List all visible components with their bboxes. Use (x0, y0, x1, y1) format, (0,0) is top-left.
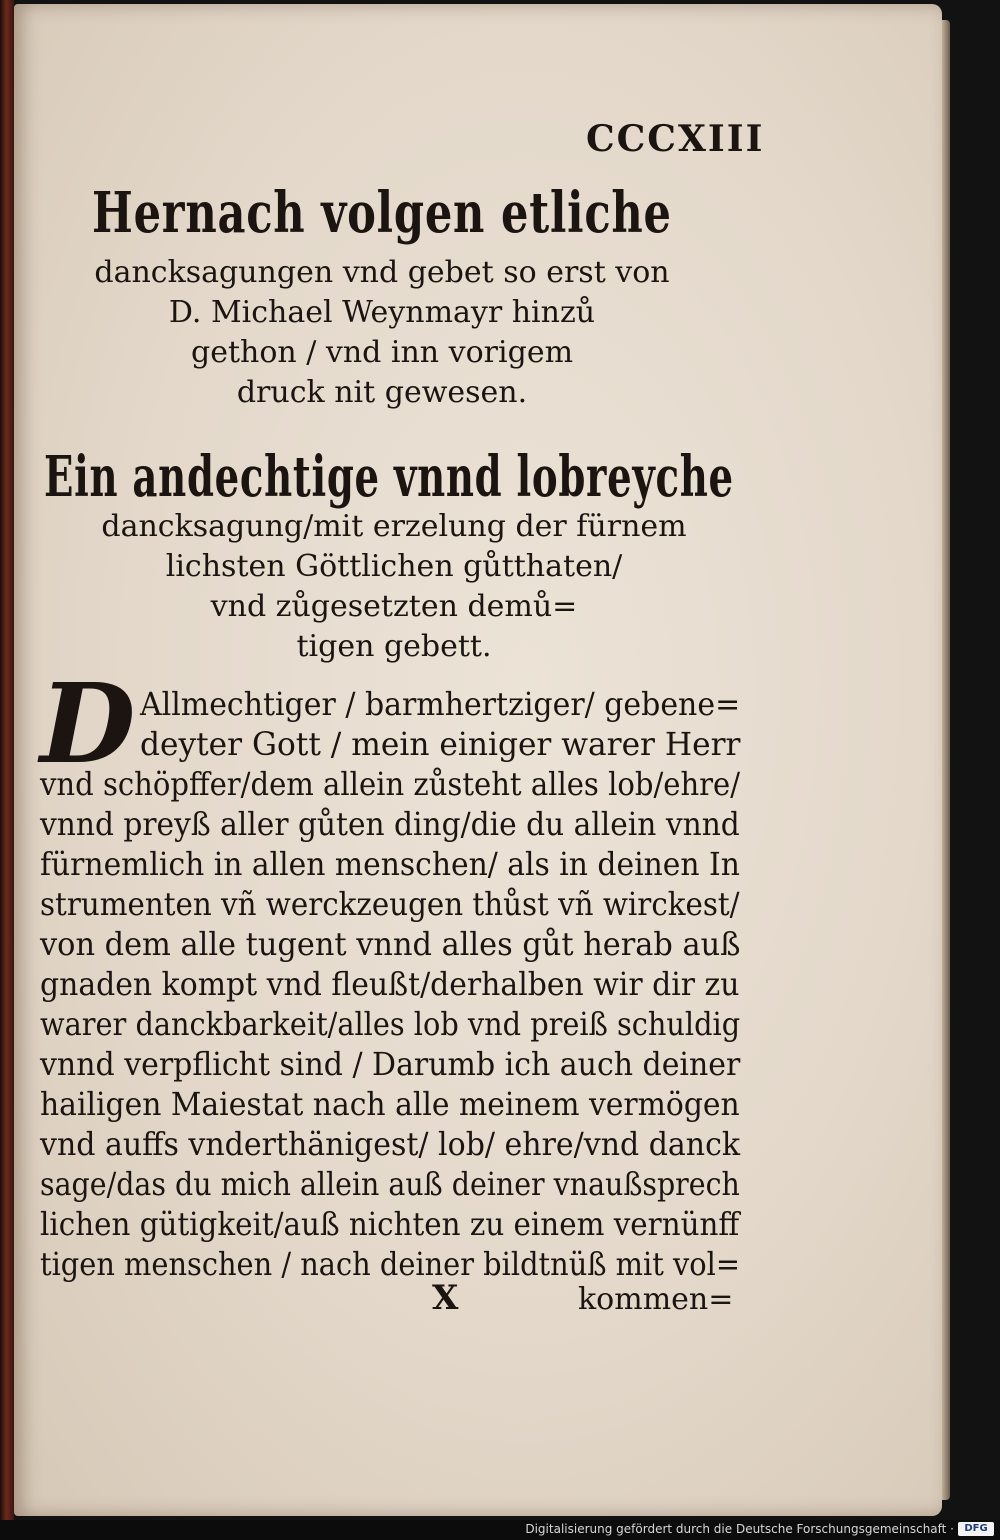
body-line: gnaden kompt vnd fleußt/derhalben wir dir zu (40, 965, 740, 1003)
body-text (40, 684, 740, 1324)
body-line: vnnd preyß aller gůten ding/die du allein vnnd (40, 805, 740, 843)
body-line: von dem alle tugent vnnd alles gůt herab auß (40, 925, 741, 963)
body-line: Allmechtiger / barmhertziger/ gebene= (140, 685, 741, 723)
signature-mark: X (432, 1278, 459, 1318)
body-line: vnd auffs vnderthänigest/ lob/ ehre/vnd danck (40, 1125, 741, 1163)
subheading-line: D. Michael Weynmayr hinzů (168, 295, 596, 330)
subheading-line: lichsten Göttlichen gůtthaten/ (165, 549, 623, 584)
subheading-line: gethon / vnd inn vorigem (190, 335, 574, 370)
book-spine (0, 0, 14, 1540)
body-line: hailigen Maiestat nach alle meinem vermögen (40, 1085, 740, 1123)
subheading-line: druck nit gewesen. (236, 375, 528, 410)
body-line: fürnemlich in allen menschen/ als in deinen In (40, 845, 740, 883)
heading-primary: Hernach volgen etliche (92, 180, 672, 246)
subheading-line: tigen gebett. (296, 629, 492, 664)
catchword: kommen= (578, 1282, 734, 1317)
drop-cap: D (40, 659, 136, 788)
body-line: tigen menschen / nach deiner bildtnüß mit vol= (40, 1245, 741, 1283)
dfg-logo: DFG (958, 1522, 994, 1536)
subheading-block-2 (14, 508, 774, 664)
heading-secondary: Ein andechtige vnnd lobreyche (44, 444, 734, 510)
body-line: strumenten vñ werckzeugen thůst vñ wirckest/ (40, 885, 740, 923)
subheading-line: dancksagung/mit erzelung der fürnem (101, 509, 687, 544)
subheading-line: vnd zůgesetzten demů= (210, 589, 578, 624)
page-edge (942, 20, 950, 1500)
body-line: deyter Gott / mein einiger warer Herr (140, 725, 741, 763)
body-line: lichen gütigkeit/auß nichten zu einem vernünff (40, 1205, 740, 1243)
body-line: warer danckbarkeit/alles lob vnd preiß schuldig (40, 1005, 741, 1043)
body-line: vnd schöpffer/dem allein zůsteht alles lob/ehre/ (40, 765, 741, 803)
body-line: vnnd verpflicht sind / Darumb ich auch deiner (40, 1045, 741, 1083)
subheading-line: dancksagungen vnd gebet so erst von (94, 255, 670, 290)
folio-number: CCCXIII (586, 118, 765, 160)
body-line: sage/das du mich allein auß deiner vnaußsprech (40, 1165, 740, 1203)
funding-credit: Digitalisierung gefördert durch die Deutsche Forschungsgemeinschaft · (525, 1522, 954, 1536)
subheading-block-1 (2, 254, 762, 410)
